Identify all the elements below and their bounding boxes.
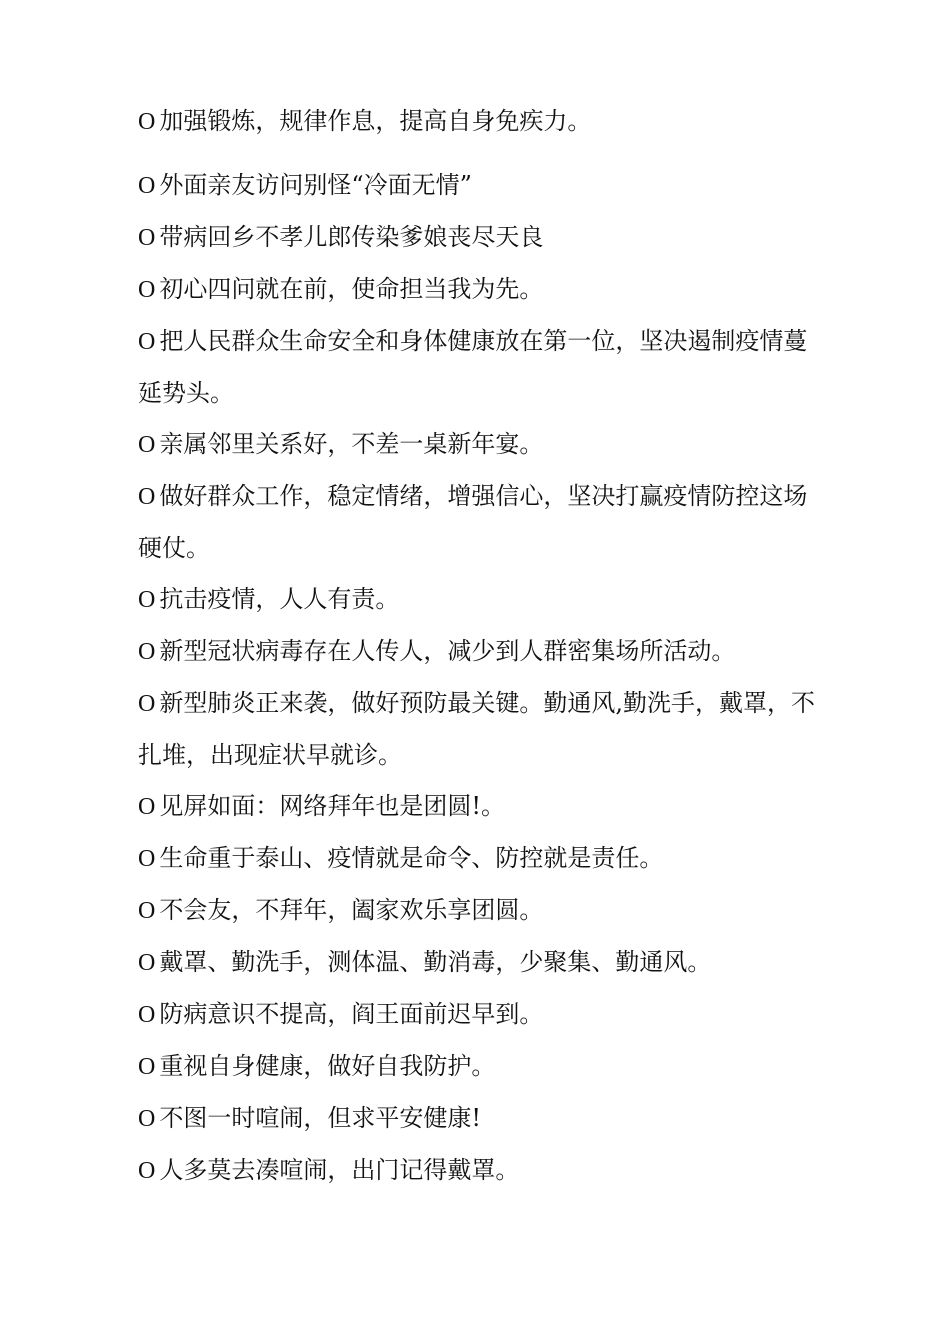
slogan-text: 不图一时喧闹，但求平安健康! — [159, 1104, 481, 1132]
bullet-marker: O — [138, 794, 156, 820]
bullet-marker: O — [138, 329, 156, 355]
bullet-marker: O — [138, 432, 156, 458]
slogan-text: 防病意识不提高，阎王面前迟早到。 — [159, 1000, 544, 1028]
slogan-text: 重视自身健康，做好自我防护。 — [159, 1052, 496, 1080]
bullet-marker: O — [138, 484, 156, 510]
bullet-marker: O — [138, 950, 156, 976]
bullet-marker: O — [138, 587, 156, 613]
slogan-item — [138, 678, 818, 781]
slogan-text: 人多莫去凑喧闹，出门记得戴罩。 — [159, 1156, 520, 1184]
bullet-marker: O — [138, 173, 156, 199]
slogan-text: 加强锻炼，规律作息，提高自身免疾力。 — [159, 107, 592, 135]
slogan-item — [138, 96, 818, 148]
slogan-item — [138, 160, 818, 212]
slogan-text: 做好群众工作，稳定情绪，增强信心，坚决打赢疫情防控这场硬仗。 — [138, 482, 808, 562]
slogan-item — [138, 1041, 818, 1093]
bullet-marker: O — [138, 691, 156, 717]
slogan-item — [138, 1145, 818, 1197]
bullet-marker: O — [138, 846, 156, 872]
bullet-marker: O — [138, 109, 156, 135]
slogan-item — [138, 471, 818, 574]
slogan-item — [138, 989, 818, 1041]
bullet-marker: O — [138, 1158, 156, 1184]
slogan-text: 把人民群众生命安全和身体健康放在第一位，坚决遏制疫情蔓延势头。 — [138, 327, 808, 407]
slogan-item — [138, 781, 818, 833]
slogan-item — [138, 1093, 818, 1145]
slogan-text: 生命重于泰山、疫情就是命令、防控就是责任。 — [159, 844, 664, 872]
slogan-text: 戴罩、勤洗手，测体温、勤消毒，少聚集、勤通风。 — [159, 948, 712, 976]
slogan-text: 不会友，不拜年，阖家欢乐享团圆。 — [159, 896, 544, 924]
bullet-marker: O — [138, 1002, 156, 1028]
bullet-marker: O — [138, 639, 156, 665]
slogan-text: 亲属邻里关系好，不差一桌新年宴。 — [159, 430, 544, 458]
bullet-marker: O — [138, 225, 156, 251]
slogan-text: 新型肺炎正来袭，做好预防最关键。勤通风,勤洗手，戴罩，不扎堆，出现症状早就诊。 — [138, 689, 815, 769]
slogan-text: 抗击疫情，人人有责。 — [159, 585, 400, 613]
bullet-marker: O — [138, 277, 156, 303]
slogan-item — [138, 833, 818, 885]
slogan-item — [138, 574, 818, 626]
slogan-list — [138, 96, 818, 1197]
slogan-item — [138, 212, 818, 264]
slogan-text: 新型冠状病毒存在人传人，减少到人群密集场所活动。 — [159, 637, 736, 665]
slogan-item — [138, 626, 818, 678]
slogan-text: 外面亲友访问别怪“冷面无情” — [159, 171, 472, 199]
slogan-text: 见屏如面：网络拜年也是团圆!。 — [159, 792, 505, 820]
slogan-item — [138, 419, 818, 471]
slogan-item — [138, 316, 818, 419]
slogan-item — [138, 885, 818, 937]
slogan-text: 初心四问就在前，使命担当我为先。 — [159, 275, 544, 303]
slogan-text: 带病回乡不孝儿郎传染爹娘丧尽天良 — [159, 223, 544, 251]
slogan-item — [138, 264, 818, 316]
bullet-marker: O — [138, 1054, 156, 1080]
bullet-marker: O — [138, 898, 156, 924]
slogan-item — [138, 937, 818, 989]
bullet-marker: O — [138, 1106, 156, 1132]
